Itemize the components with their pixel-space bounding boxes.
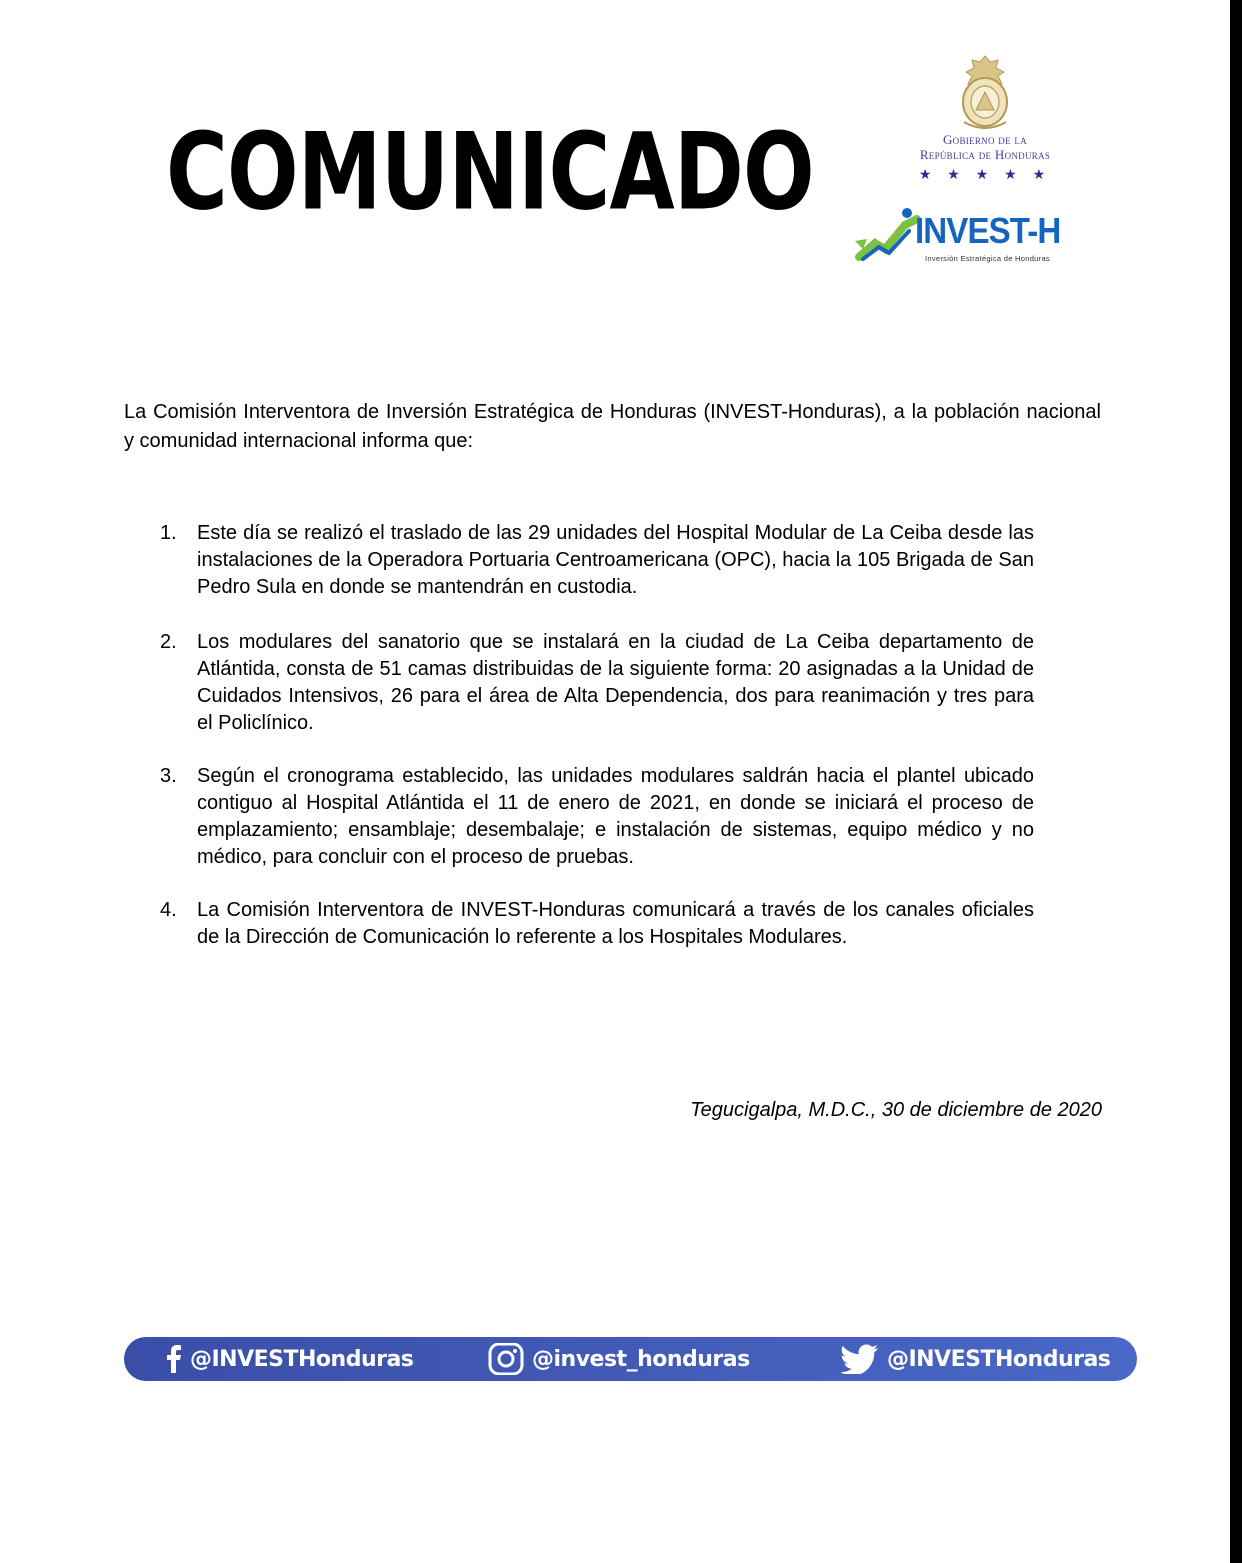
invest-h-logo bbox=[855, 205, 1085, 267]
stars-row: ★ ★ ★ ★ ★ bbox=[918, 166, 1052, 182]
invest-word: INVEST bbox=[915, 210, 1028, 251]
instagram-handle[interactable] bbox=[488, 1337, 750, 1381]
government-name-line1: Gobierno de la bbox=[942, 132, 1028, 147]
government-logo bbox=[895, 52, 1075, 183]
list-item-number: 1. bbox=[160, 522, 177, 544]
list-item-number: 3. bbox=[160, 765, 177, 787]
list-item bbox=[124, 763, 1034, 871]
list-item-text: Los modulares del sanatorio que se instalará en la ciudad de La Ceiba departamento de Atlántida, consta de 51 camas distribuidas de la siguiente forma: 20 asignadas a la Unidad de Cuidados Intensivos, 26 para el área de Alta Dependencia, dos para reanimación y tres para el Policlínico. bbox=[197, 631, 1034, 734]
invest-wordmark: INVEST-H bbox=[915, 210, 1061, 251]
intro-paragraph: La Comisión Interventora de Inversión Estratégica de Honduras (INVEST-Honduras), a la población nacional y comunidad internacional informa que: bbox=[124, 401, 1101, 452]
dateline: Tegucigalpa, M.D.C., 30 de diciembre de 2020 bbox=[690, 1099, 1102, 1121]
numbered-list bbox=[124, 520, 1034, 975]
list-item-text: La Comisión Interventora de INVEST-Honduras comunicará a través de los canales oficiales de la Dirección de Comunicación lo referente a los Hospitales Modulares. bbox=[197, 899, 1034, 948]
list-item bbox=[124, 897, 1034, 951]
twitter-handle[interactable] bbox=[841, 1337, 1110, 1381]
instagram-icon bbox=[488, 1343, 524, 1375]
invest-suffix: H bbox=[1037, 210, 1061, 251]
facebook-icon bbox=[166, 1345, 182, 1373]
instagram-handle-label: @invest_honduras bbox=[532, 1346, 750, 1372]
invest-subtitle: Inversión Estratégica de Honduras bbox=[925, 254, 1050, 263]
page-title: COMUNICADO bbox=[166, 111, 814, 235]
coat-of-arms-icon bbox=[895, 52, 1075, 132]
facebook-handle[interactable] bbox=[166, 1337, 413, 1381]
social-media-bar bbox=[124, 1337, 1137, 1381]
list-item-text: Según el cronograma establecido, las unidades modulares saldrán hacia el plantel ubicado contiguo al Hospital Atlántida el 11 de enero de 2021, en donde se iniciará el proceso de emplazamiento; ensamblaje; desembalaje; e instalación de sistemas, equipo médico y no médico, para concluir con el proceso de pruebas. bbox=[197, 765, 1034, 868]
twitter-icon bbox=[841, 1344, 879, 1374]
list-item bbox=[124, 520, 1034, 601]
list-item-number: 4. bbox=[160, 899, 177, 921]
list-item bbox=[124, 629, 1034, 737]
facebook-handle-label: @INVESTHonduras bbox=[190, 1346, 414, 1372]
list-item-text: Este día se realizó el traslado de las 29 unidades del Hospital Modular de La Ceiba desde las instalaciones de la Operadora Portuaria Centroamericana (OPC), hacia la 105 Brigada de San Pedro Sula en donde se mantendrán en custodia. bbox=[197, 522, 1034, 598]
twitter-handle-label: @INVESTHonduras bbox=[887, 1346, 1111, 1372]
list-item-number: 2. bbox=[160, 631, 177, 653]
government-name-line2: República de Honduras bbox=[919, 147, 1051, 162]
